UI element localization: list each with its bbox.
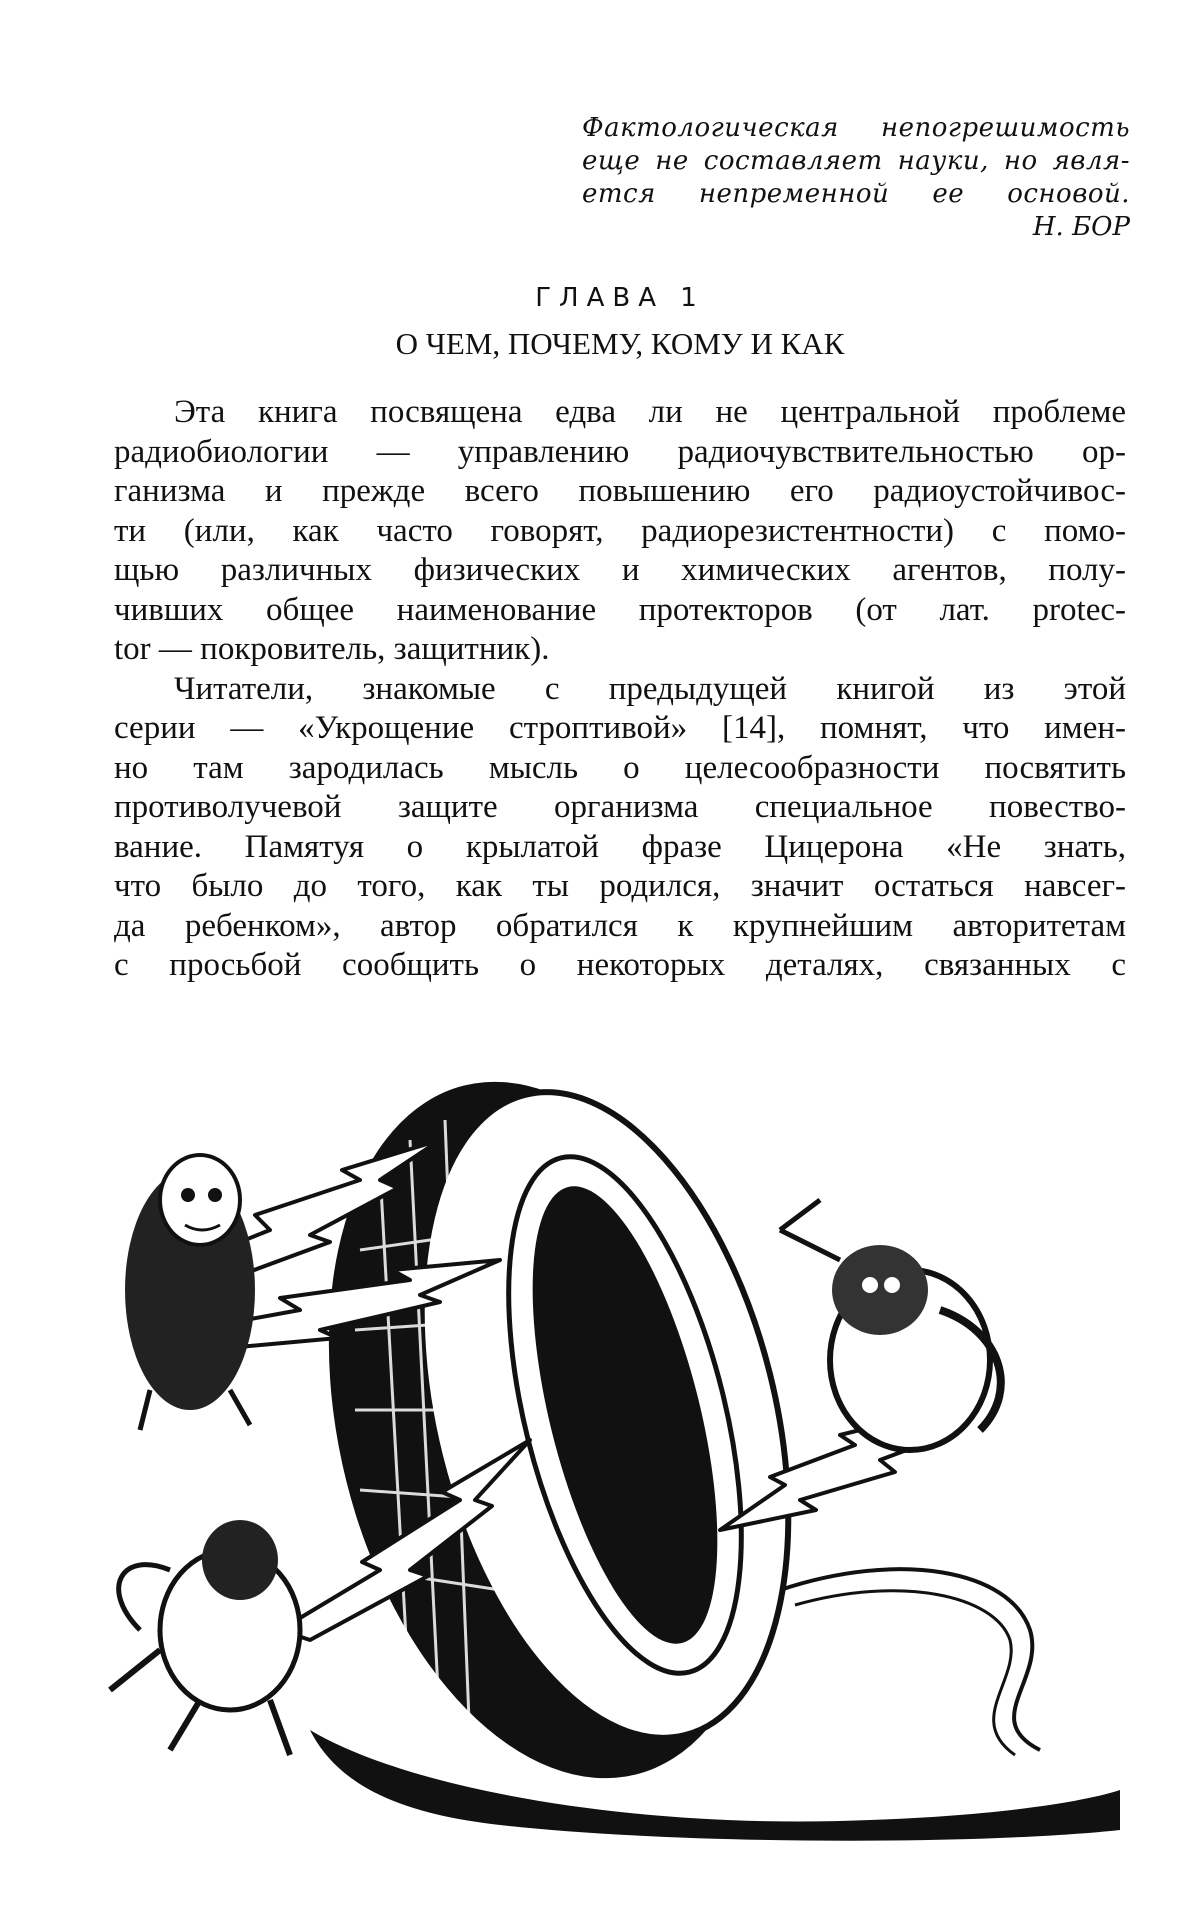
epigraph [582, 112, 1130, 211]
paragraph-2-line: что было до того, как ты родился, значит остаться навсег- [114, 868, 1126, 904]
paragraph-2-line: с просьбой сообщить о некоторых деталях, связанных с [114, 947, 1126, 983]
paragraph-2-line: Читатели, знакомые с предыдущей книгой из этой [174, 670, 1126, 707]
paragraph-1-line: tor — покровитель, защитник). [114, 631, 550, 667]
body-text [114, 393, 1126, 986]
paragraph-1-line: радиобиологии — управлению радиочувствительностью ор- [114, 433, 1126, 470]
paragraph-1-line: Эта книга посвящена едва ли не центральной проблеме [174, 394, 1126, 430]
paragraph-1-line: ганизма и прежде всего повышению его радиоустойчивос- [114, 473, 1126, 509]
paragraph-2-line: противолучевой защите организма специальное повество- [114, 789, 1126, 825]
chapter-label: ГЛАВА 1 [535, 283, 705, 313]
chapter-title: О ЧЕМ, ПОЧЕМУ, КОМУ И КАК [395, 326, 845, 361]
paragraph-1-line: чивших общее наименование протекторов (от лат. protec- [114, 591, 1126, 628]
ground-shadow [310, 1730, 1120, 1841]
paragraph-2-line: вание. Памятуя о крылатой фразе Цицерона «Не знать, [114, 828, 1126, 865]
paragraph-2-line: но там зародилась мысль о целесообразности посвятить [114, 749, 1126, 786]
creature-left-bottom [110, 1520, 300, 1755]
epigraph-line: ется непременной ее основой. [582, 179, 1130, 209]
epigraph-author: Н. БОР [1032, 212, 1130, 242]
paragraph-1-line: ти (или, как часто говорят, радиорезистентности) с помо- [114, 512, 1126, 549]
creature-left-top [125, 1155, 255, 1430]
road-line [780, 1569, 1040, 1750]
paragraph-2-line: серии — «Укрощение строптивой» [14], помнят, что имен- [114, 710, 1126, 746]
epigraph-line: еще не составляет науки, но явля- [582, 146, 1130, 176]
epigraph-line: Фактологическая непогрешимость [582, 113, 1130, 143]
paragraph-2-line: да ребенком», автор обратился к крупнейшим авторитетам [114, 907, 1126, 944]
creature-right [780, 1200, 1001, 1450]
road-line [795, 1591, 1015, 1755]
tire-illustration [80, 1030, 1130, 1850]
paragraph-1-line: щью различных физических и химических агентов, полу- [114, 552, 1126, 588]
